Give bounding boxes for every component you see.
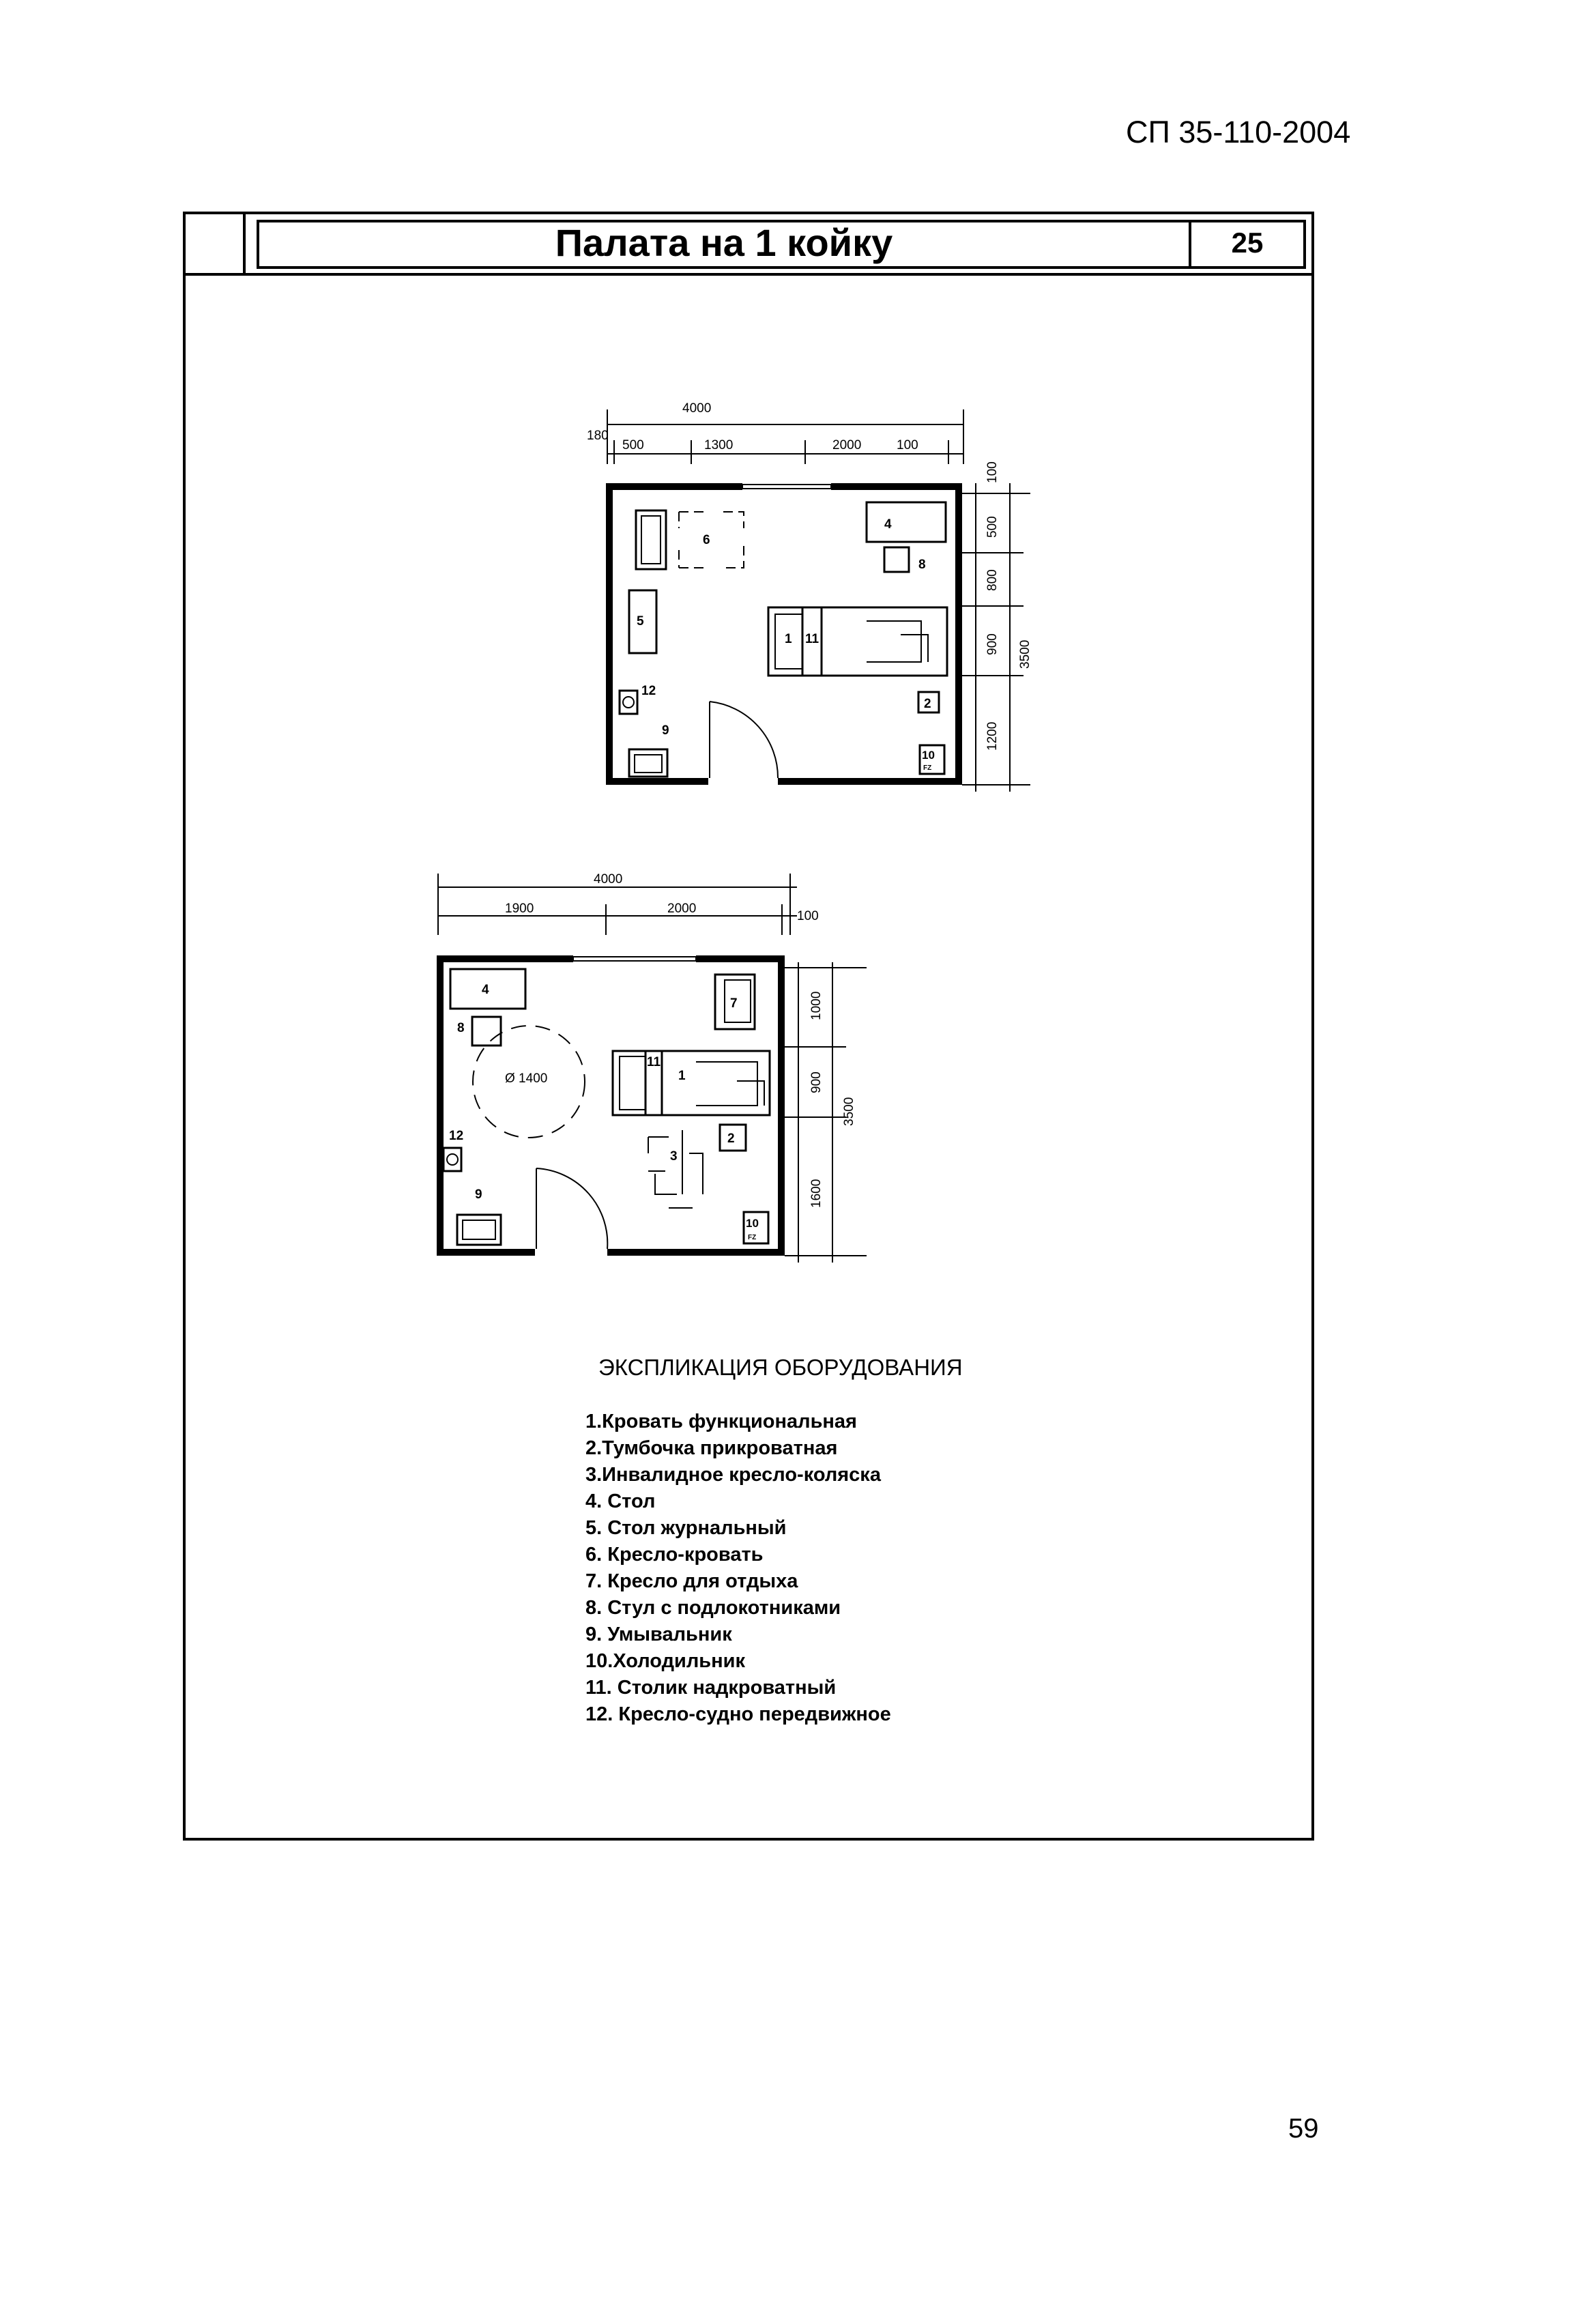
label-12: 12 (641, 684, 656, 698)
fridge-mark: FZ (923, 764, 932, 772)
legend-item: 8. Стул с подлокотниками (585, 1597, 841, 1619)
label-6: 6 (703, 533, 710, 547)
fridge-mark: FZ (748, 1234, 757, 1241)
dim-right-1200: 1200 (985, 721, 1000, 751)
label-1: 1 (678, 1069, 686, 1083)
document-code: СП 35-110-2004 (1126, 115, 1351, 149)
label-4: 4 (482, 983, 489, 997)
label-1: 1 (785, 632, 792, 646)
sheet-title: Палата на 1 койку (257, 220, 1191, 269)
dim-right-overall: 3500 (1018, 639, 1032, 669)
legend-heading: ЭКСПЛИКАЦИЯ ОБОРУДОВАНИЯ (598, 1355, 963, 1380)
label-8: 8 (457, 1021, 465, 1035)
dim-right-900: 900 (809, 1071, 824, 1093)
label-11: 11 (805, 632, 819, 646)
title-left-cell (186, 214, 246, 273)
label-3: 3 (670, 1149, 678, 1164)
sheet-number: 25 (1191, 220, 1306, 269)
label-10: 10 (746, 1217, 759, 1230)
legend-item: 3.Инвалидное кресло-коляска (585, 1464, 881, 1486)
dim-100: 100 (897, 438, 918, 452)
dim-1900: 1900 (505, 902, 534, 916)
dim-2000: 2000 (667, 902, 697, 916)
label-10: 10 (922, 749, 935, 762)
legend-item: 6. Кресло-кровать (585, 1544, 764, 1566)
dim-2000: 2000 (832, 438, 862, 452)
label-5: 5 (637, 614, 644, 629)
equipment-legend (585, 1409, 891, 1728)
label-11: 11 (647, 1055, 661, 1069)
dim-right-overall: 3500 (842, 1097, 856, 1126)
legend-item: 4. Стол (585, 1490, 656, 1512)
turning-circle-label: Ø 1400 (505, 1071, 548, 1086)
label-8: 8 (918, 558, 926, 572)
dim-1300: 1300 (704, 438, 734, 452)
label-4: 4 (884, 517, 892, 532)
label-7: 7 (730, 996, 738, 1011)
floor-plan-top (546, 382, 1064, 805)
legend-item: 1.Кровать функциональная (585, 1411, 857, 1432)
page-number: 59 (1288, 2114, 1319, 2144)
floor-plan-bottom (423, 853, 901, 1276)
dim-right-1000: 1000 (809, 991, 824, 1020)
label-2: 2 (924, 697, 931, 711)
legend-item: 12. Кресло-судно передвижное (585, 1703, 891, 1725)
label-9: 9 (475, 1187, 482, 1202)
dim-right-900: 900 (985, 633, 1000, 655)
dim-right-100: 100 (985, 461, 1000, 483)
legend-item: 11. Столик надкроватный (585, 1677, 837, 1699)
dim-overall-width: 4000 (682, 401, 712, 416)
legend-item: 5. Стол журнальный (585, 1517, 787, 1539)
label-2: 2 (727, 1131, 735, 1146)
dim-500: 500 (622, 438, 644, 452)
legend-item: 2.Тумбочка прикроватная (585, 1437, 838, 1459)
title-block (186, 214, 1311, 276)
label-12: 12 (449, 1129, 464, 1143)
legend-item: 10.Холодильник (585, 1650, 745, 1672)
dim-180: 180 (587, 429, 609, 443)
dim-right-500: 500 (985, 516, 1000, 538)
label-9: 9 (662, 723, 669, 738)
dim-right-800: 800 (985, 569, 1000, 591)
legend-item: 9. Умывальник (585, 1624, 732, 1645)
dim-right-1600: 1600 (809, 1179, 824, 1208)
legend-item: 7. Кресло для отдыха (585, 1570, 798, 1592)
dim-100: 100 (797, 909, 819, 923)
dim-overall-width: 4000 (594, 872, 623, 886)
